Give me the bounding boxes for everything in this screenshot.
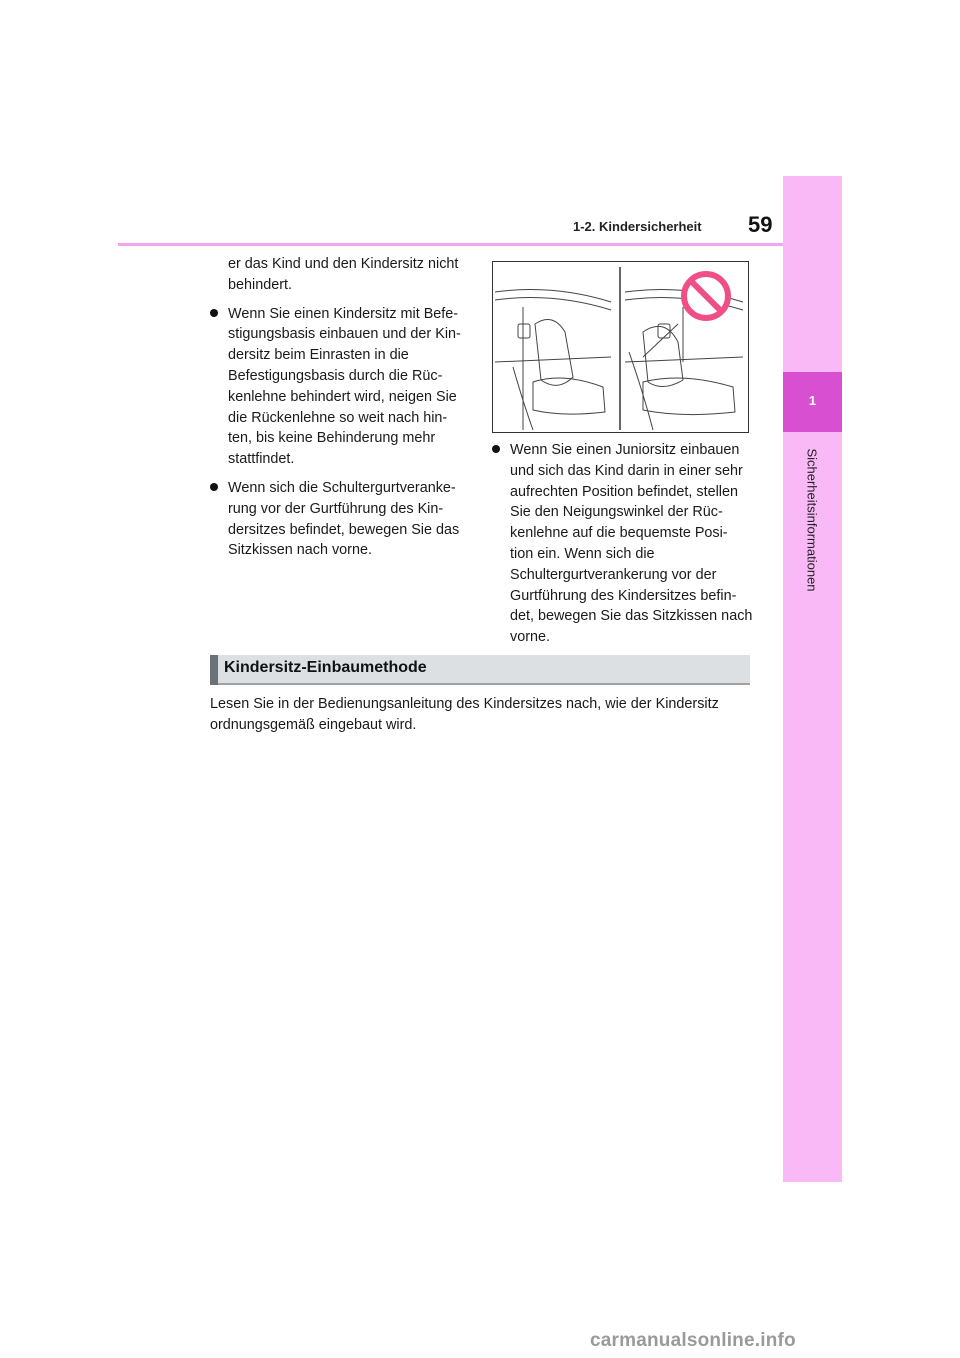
side-tab-strip [783, 176, 842, 1182]
chapter-number: 1 [808, 393, 817, 408]
bullet-icon [210, 309, 218, 317]
seatback-edge [629, 352, 653, 430]
roof-line-inner [495, 298, 611, 310]
illustration-svg [493, 262, 748, 432]
chapter-label: Sicherheitsinformationen [804, 448, 820, 592]
page-number: 59 [748, 212, 773, 237]
watermark: carmanualsonline.info [590, 1330, 796, 1351]
seat-cushion [643, 378, 735, 415]
list-item [210, 478, 468, 561]
headrest-left [518, 324, 530, 338]
list-item-text: Wenn Sie einen Kindersitz mit Befe- stigungsbasis einbauen und der Kin- dersitz beim Einrasten in die Befestigungsbasis durch die Rüc- kenlehne behindert wird, neigen Sie die Rückenlehne so weit nach hin- ten, bis keine Behinderung mehr stattfindet. [228, 305, 461, 468]
list-item-text: Wenn sich die Schultergurtveranke- rung vor der Gurtführung des Kin- dersitzes befindet, bewegen Sie das Sitzkissen nach vorne. [228, 479, 460, 559]
incorrect-seat-panel [495, 290, 611, 430]
child-seat-illustration [492, 261, 749, 433]
section-body: Lesen Sie in der Bedienungsanleitung des Kindersitzes nach, wie der Kindersitz ordnungsgemäß eingebaut wird. [210, 696, 719, 733]
left-column [210, 254, 468, 569]
prohibited-icon [684, 274, 728, 318]
header-rule [118, 243, 783, 246]
header-section-title: 1-2. Kindersicherheit [573, 219, 702, 234]
seat-cushion [533, 378, 605, 414]
bullet-icon [210, 483, 218, 491]
list-item [492, 440, 754, 648]
bullet-icon [492, 445, 500, 453]
window-line [495, 357, 611, 362]
window-line [625, 357, 743, 362]
list-item-text: Wenn Sie einen Juniorsitz einbauen und sich das Kind darin in einer sehr aufrechten Position befindet, stellen Sie den Neigungswinkel der Rüc- kenlehne auf die bequemste Posi- tion ein. Wenn sich die Schultergurtverankerung vor der Gurtführung des Kindersitzes befin- det, bewegen Sie das Sitzkissen nach vorne. [510, 442, 753, 646]
booster-seat [535, 320, 573, 386]
section-heading: Kindersitz-Einbaumethode [224, 659, 427, 676]
right-column [492, 440, 754, 656]
section-heading-accent [210, 655, 218, 685]
list-item [210, 304, 468, 470]
roof-line [495, 290, 611, 302]
continued-text: er das Kind und den Kindersitz nicht behindert. [228, 256, 459, 293]
